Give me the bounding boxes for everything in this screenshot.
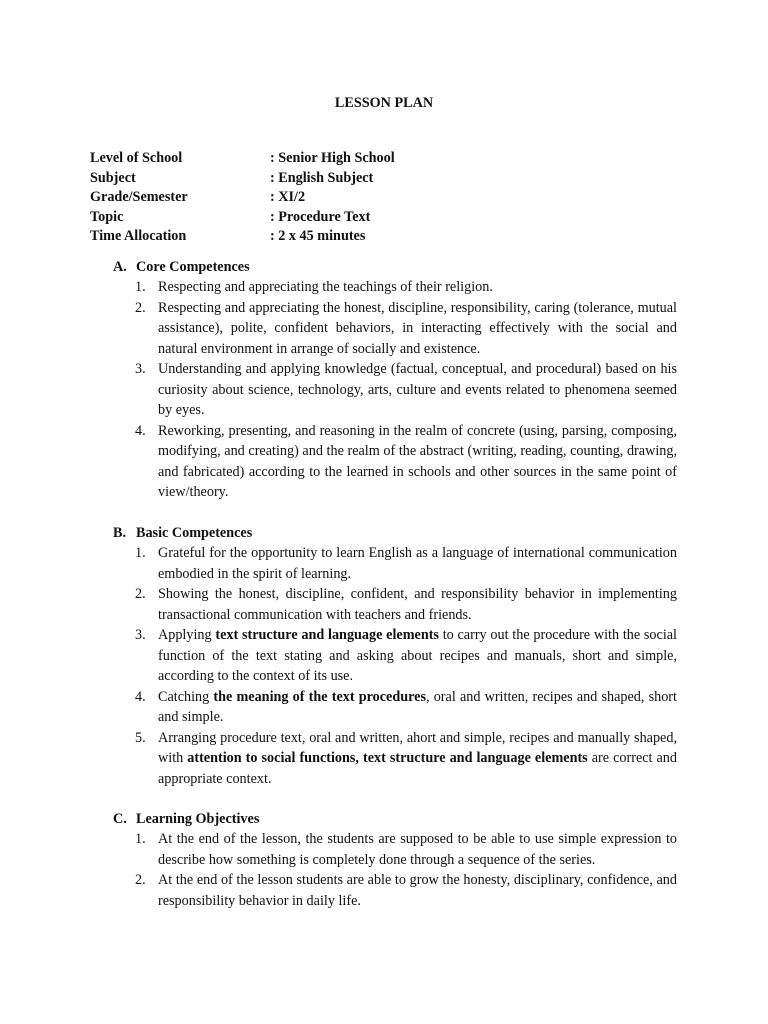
- section-letter: B.: [113, 525, 127, 541]
- item-number: 1.: [135, 831, 146, 848]
- page-title: LESSON PLAN: [334, 95, 434, 111]
- info-row-subject: [90, 169, 650, 189]
- item-text: to carry out the procedure with the social function of the text stating and asking about recipes and manuals, short and simple, according to the context of its use.: [158, 627, 677, 685]
- item-emphasis: the meaning of the text procedures: [213, 688, 426, 705]
- info-label: Level of School: [90, 150, 183, 166]
- info-row-time: [90, 227, 650, 247]
- section-title: Learning Objectives: [136, 811, 260, 827]
- info-row-level: [90, 149, 650, 169]
- info-row-grade: [90, 188, 650, 208]
- item-number: 3.: [135, 627, 146, 644]
- section-title: Core Competences: [136, 259, 250, 275]
- item-emphasis: attention to social functions, text structure and language elements: [187, 750, 588, 767]
- item-text: Showing the honest, discipline, confident, and responsibility behavior in implementing transactional communication with teachers and friends.: [158, 586, 677, 623]
- item-number: 4.: [135, 688, 146, 705]
- info-value: : 2 x 45 minutes: [270, 228, 366, 244]
- info-value: : English Subject: [270, 169, 374, 186]
- section-basic-competences: [113, 523, 677, 789]
- section-heading: [113, 257, 677, 277]
- lesson-info: [90, 149, 650, 247]
- list-item: [113, 543, 677, 584]
- list-item: [113, 687, 677, 728]
- item-number: 4.: [135, 422, 146, 439]
- item-text: At the end of the lesson, the students are supposed to be able to use simple expression to describe how something is completely done through a sequence of the series.: [158, 831, 677, 868]
- info-value: : Procedure Text: [270, 208, 371, 225]
- item-text: Catching: [158, 688, 214, 705]
- info-label: Topic: [90, 208, 124, 225]
- item-number: 2.: [135, 299, 146, 316]
- item-number: 2.: [135, 872, 146, 889]
- item-text: Respecting and appreciating the teachings of their religion.: [158, 279, 493, 296]
- core-competences-list: [113, 277, 677, 503]
- section-heading: [113, 809, 677, 829]
- item-number: 5.: [135, 729, 146, 746]
- list-item: [113, 421, 677, 503]
- item-text: Applying: [158, 627, 216, 644]
- item-text: At the end of the lesson students are able to grow the honesty, disciplinary, confidence, and responsibility behavior in daily life.: [158, 872, 677, 909]
- item-text: Arranging procedure text, oral and written, ahort and simple, recipes and manually shaped, with: [158, 729, 677, 767]
- info-value: : Senior High School: [270, 150, 395, 166]
- list-item: [113, 625, 677, 687]
- section-letter: A.: [113, 259, 127, 275]
- item-number: 3.: [135, 361, 146, 378]
- section-title: Basic Competences: [136, 525, 253, 541]
- learning-objectives-list: [113, 829, 677, 911]
- info-value: : XI/2: [270, 189, 306, 205]
- info-row-topic: [90, 208, 650, 228]
- item-number: 2.: [135, 586, 146, 603]
- item-text: Understanding and applying knowledge (factual, conceptual, and procedural) based on his curiosity about science, technology, arts, culture and events related to phenomena seemed by eyes.: [158, 361, 677, 419]
- list-item: [113, 298, 677, 360]
- info-label: Grade/Semester: [90, 189, 188, 205]
- item-number: 1.: [135, 279, 146, 296]
- section-heading: [113, 523, 677, 543]
- item-text: , oral and written, recipes and shaped, short and simple.: [158, 688, 677, 726]
- info-label: Time Allocation: [90, 228, 187, 244]
- section-core-competences: [113, 257, 677, 503]
- list-item: [113, 870, 677, 911]
- basic-competences-list: [113, 543, 677, 789]
- list-item: [113, 728, 677, 790]
- item-text: Reworking, presenting, and reasoning in the realm of concrete (using, parsing, composing, modifying, and creating) and the realm of the abstract (writing, reading, counting, drawing, and fabricated) according to the learned in schools and other sources in the same point of view/theory.: [158, 422, 677, 501]
- item-text: Grateful for the opportunity to learn English as a language of international communication embodied in the spirit of learning.: [158, 545, 677, 582]
- item-emphasis: text structure and language elements: [215, 627, 439, 644]
- list-item: [113, 359, 677, 421]
- item-text: Respecting and appreciating the honest, discipline, responsibility, caring (tolerance, mutual assistance), polite, confident behaviors, in interacting effectively with the social and natural environment in arrange of socially and existence.: [158, 299, 677, 357]
- item-number: 1.: [135, 545, 146, 562]
- section-learning-objectives: [113, 809, 677, 911]
- list-item: [113, 584, 677, 625]
- list-item: [113, 829, 677, 870]
- item-text: are correct and appropriate context.: [158, 750, 677, 787]
- info-label: Subject: [90, 169, 136, 186]
- section-letter: C.: [113, 811, 127, 827]
- list-item: [113, 277, 677, 298]
